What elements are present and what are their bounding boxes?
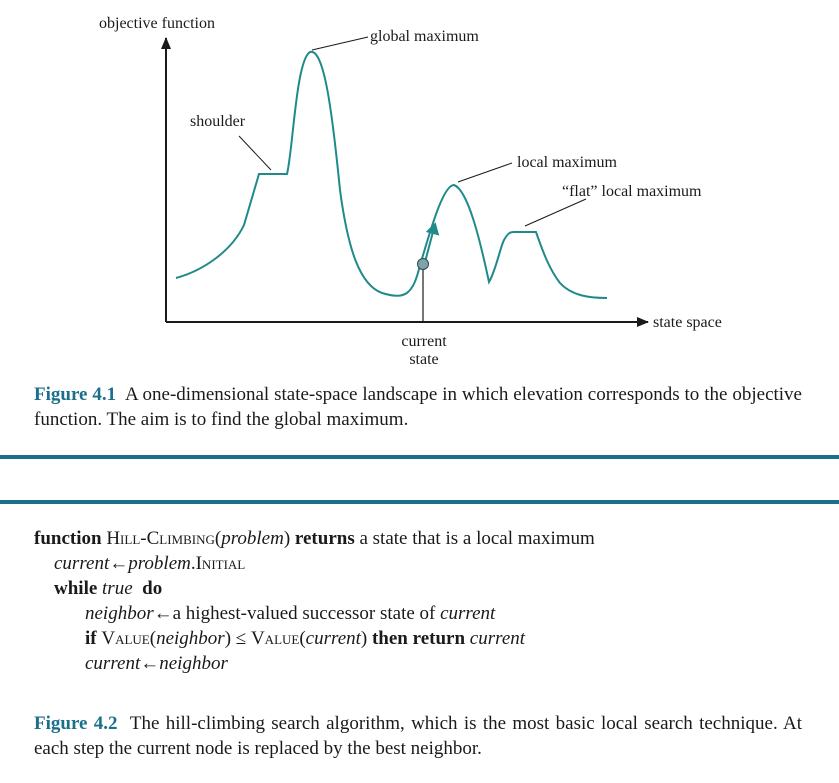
arg-neighbor: neighbor xyxy=(156,628,225,649)
figure-4-2-text: The hill-climbing search algorithm, which is the most basic local search technique. At each step the current node is replaced by the best neighbor. xyxy=(34,713,802,759)
assign-arrow: ← xyxy=(109,553,129,574)
assign-arrow: ← xyxy=(153,603,173,624)
kw-returns: returns xyxy=(294,528,355,549)
ret-current: current xyxy=(469,628,526,649)
var-neighbor: neighbor xyxy=(159,653,228,674)
dot: . xyxy=(190,553,196,574)
cond-true: true xyxy=(102,578,133,599)
var-current: current xyxy=(440,603,496,624)
var-problem: problem xyxy=(128,553,191,574)
fn-name: Hill-Climbing xyxy=(106,528,215,549)
algo-line-3 xyxy=(34,576,595,601)
successor-desc: a highest-valued successor state of xyxy=(172,603,436,624)
field-initial: Initial xyxy=(195,553,246,574)
param-problem: problem xyxy=(221,528,284,549)
flat-local-max-label: “flat” local maximum xyxy=(562,183,702,200)
flat-local-max-leader xyxy=(525,199,586,226)
var-neighbor: neighbor xyxy=(85,603,154,624)
current-state-dot xyxy=(418,259,429,270)
paren-close: ) xyxy=(224,628,232,649)
paren-open: ( xyxy=(149,628,157,649)
figure-4-2-caption xyxy=(34,711,802,761)
y-axis-label: objective function xyxy=(99,15,215,32)
paren-close: ) xyxy=(283,528,291,549)
algo-line-2 xyxy=(34,551,595,576)
var-current: current xyxy=(85,653,141,674)
algo-line-4 xyxy=(34,601,595,626)
shoulder-leader xyxy=(239,136,271,170)
paren-close: ) xyxy=(360,628,368,649)
returns-desc: a state that is a local maximum xyxy=(359,528,595,549)
kw-function: function xyxy=(34,528,102,549)
paren-open: ( xyxy=(214,528,222,549)
fn-value: Value xyxy=(101,628,150,649)
current-state-label-line1: current xyxy=(401,333,447,350)
kw-if: if xyxy=(85,628,97,649)
figure-4-1-number: Figure 4.1 xyxy=(34,384,117,405)
state-space-diagram xyxy=(0,0,839,380)
section-divider-top xyxy=(0,455,839,459)
shoulder-label: shoulder xyxy=(190,113,246,130)
algo-line-6 xyxy=(34,651,595,676)
kw-while: while xyxy=(54,578,98,599)
algo-line-5 xyxy=(34,626,595,651)
kw-then-return: then return xyxy=(371,628,466,649)
algo-line-1 xyxy=(34,526,595,551)
figure-4-1-text: A one-dimensional state-space landscape in which elevation corresponds to the objective function. The aim is to find the global maximum. xyxy=(34,384,802,430)
section-divider-bottom xyxy=(0,500,839,504)
global-max-label: global maximum xyxy=(370,28,479,45)
kw-do: do xyxy=(142,578,163,599)
paren-open: ( xyxy=(299,628,306,649)
x-axis-label: state space xyxy=(653,314,722,331)
arg-current: current xyxy=(305,628,361,649)
assign-arrow: ← xyxy=(140,653,160,674)
local-max-leader xyxy=(458,163,512,182)
local-max-label: local maximum xyxy=(517,154,617,171)
var-current: current xyxy=(54,553,110,574)
current-state-label-line2: state xyxy=(409,351,439,368)
global-max-leader xyxy=(312,37,368,50)
landscape-curve xyxy=(176,52,607,298)
figure-4-1-caption xyxy=(34,382,802,432)
fn-value: Value xyxy=(250,628,300,649)
op-leq: ≤ xyxy=(235,628,247,649)
figure-4-2-number: Figure 4.2 xyxy=(34,713,118,734)
hill-climbing-algorithm xyxy=(34,526,595,676)
